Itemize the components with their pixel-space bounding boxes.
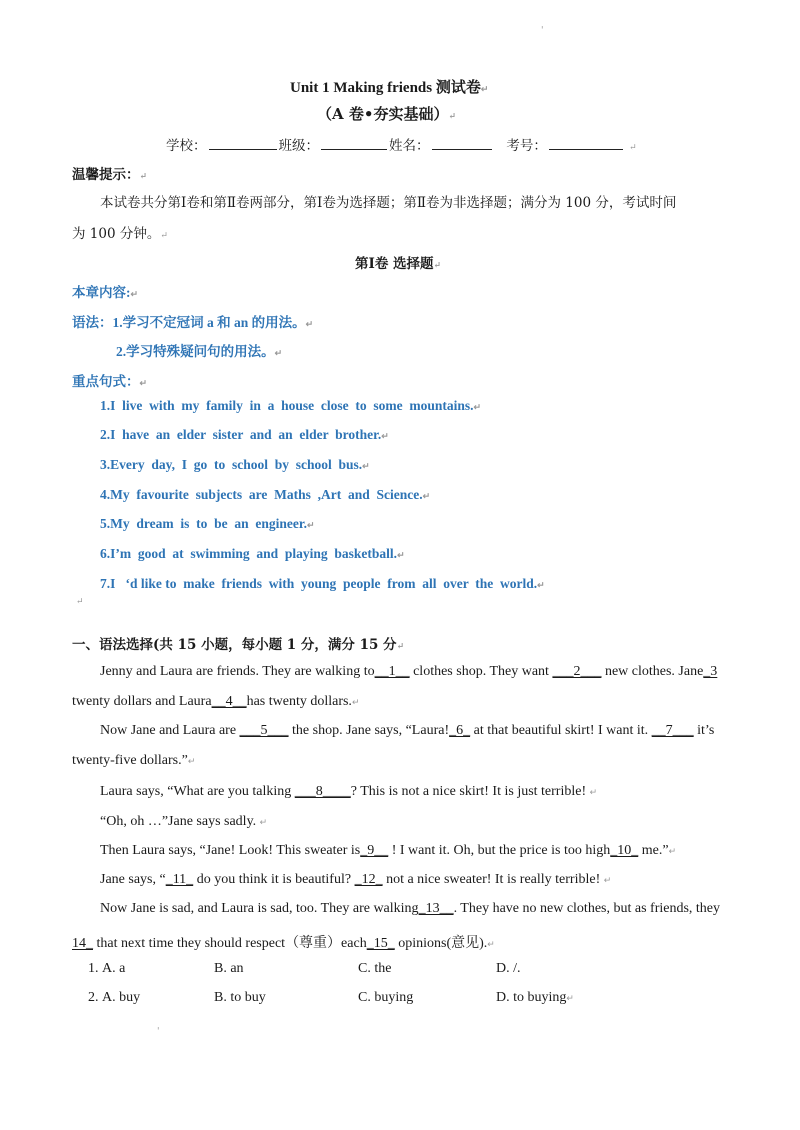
- para-mark: ↵: [668, 846, 677, 856]
- class-blank[interactable]: [321, 135, 387, 150]
- passage-text: “Oh, oh …”Jane says sadly.: [100, 814, 257, 829]
- blank-1[interactable]: __1__: [374, 664, 410, 679]
- passage-text: it’s: [693, 723, 715, 738]
- name-label: 姓名：: [389, 138, 430, 154]
- para-mark: ↵: [603, 875, 612, 885]
- passage-text: twenty-five dollars.”: [72, 753, 188, 768]
- section-heading: [355, 252, 441, 272]
- tips-heading: [72, 163, 147, 183]
- option-b[interactable]: B. an: [214, 961, 244, 976]
- passage-text: not a nice sweater! It is really terrible!: [382, 872, 601, 887]
- empty-para-mark: ↵: [76, 597, 84, 607]
- option-c[interactable]: C. buying: [358, 990, 414, 1005]
- grammar-item-2-text: 2.学习特殊疑问句的用法。: [116, 344, 275, 359]
- part1-heading-text: 一、语法选择(共 15 小题，每小题 1 分，满分 15 分: [72, 637, 397, 653]
- passage-text: has twenty dollars.: [246, 694, 352, 709]
- para-mark: ↵: [160, 231, 168, 241]
- para-mark: ↵: [397, 550, 405, 560]
- bottom-mark: ': [157, 1027, 160, 1037]
- blank-12[interactable]: _12_: [354, 872, 383, 887]
- grammar-item-1-text: 语法：1.学习不定冠词 a 和 an 的用法。: [72, 315, 306, 330]
- para-mark: ↵: [274, 348, 283, 358]
- grammar-item-2: [116, 340, 282, 360]
- passage-text: do you think it is beautiful?: [193, 872, 355, 887]
- key-sentence: [100, 398, 481, 414]
- page-title-text: Unit 1 Making friends 测试卷: [290, 80, 481, 96]
- key-sentences-heading: [72, 370, 147, 390]
- passage-text: me.”: [638, 843, 669, 858]
- tips-line-2: [72, 222, 168, 242]
- blank-8[interactable]: ___8____: [294, 784, 351, 799]
- para-mark: ↵: [629, 143, 637, 153]
- blank-4[interactable]: __4__: [211, 694, 247, 709]
- para-mark: ↵: [187, 756, 196, 766]
- para-mark: ↵: [362, 461, 370, 471]
- passage-text: Laura says, “What are you talking: [100, 784, 295, 799]
- passage-text: Then Laura says, “Jane! Look! This sweater is: [100, 843, 361, 858]
- para-mark: ↵: [307, 520, 315, 530]
- tips-line-2-text: 为 100 分钟。: [72, 226, 161, 242]
- passage-text: . They have no new clothes, but as friends, they: [453, 901, 721, 916]
- para-mark: ↵: [259, 817, 268, 827]
- school-label: 学校：: [166, 138, 207, 154]
- option-a[interactable]: A. buy: [102, 990, 141, 1005]
- passage-text: at that beautiful skirt! I want it.: [470, 723, 652, 738]
- key-sentence-text: 6.I’m good at swimming and playing basketball.: [100, 546, 398, 561]
- para-mark: ↵: [305, 319, 314, 329]
- blank-14[interactable]: 14_: [72, 936, 93, 951]
- blank-2[interactable]: ___2___: [552, 664, 602, 679]
- part1-heading: [72, 633, 404, 653]
- blank-5[interactable]: ___5___: [239, 723, 289, 738]
- key-sentence: [100, 516, 315, 532]
- page-subtitle-text: （A 卷•夯实基础）: [317, 105, 449, 123]
- blank-11[interactable]: _11_: [165, 872, 194, 887]
- info-fields: [166, 134, 637, 154]
- passage-line: [100, 664, 717, 680]
- key-sentence-text: 3.Every day, I go to school by school bus.: [100, 457, 363, 472]
- passage-text: twenty dollars and Laura: [72, 694, 212, 709]
- blank-15[interactable]: _15_: [366, 936, 395, 951]
- passage-line: [72, 753, 195, 769]
- passage-line: [100, 723, 714, 739]
- key-sentence: [100, 427, 389, 443]
- passage-text: ! I want it. Oh, but the price is too high: [388, 843, 611, 858]
- key-sentence: [100, 576, 545, 592]
- key-sentence-text: 1.I live with my family in a house close to some mountains.: [100, 398, 474, 413]
- option-c[interactable]: C. the: [358, 961, 392, 976]
- passage-line: [72, 932, 495, 952]
- passage-text: the shop. Jane says, “Laura!: [288, 723, 450, 738]
- blank-13[interactable]: _13__: [418, 901, 454, 916]
- question-number: 1.: [88, 961, 99, 976]
- passage-line: [100, 843, 676, 859]
- blank-7[interactable]: __7___: [651, 723, 694, 738]
- para-mark: ↵: [130, 289, 139, 299]
- passage-text: clothes shop. They want: [409, 664, 553, 679]
- tips-heading-text: 温馨提示：: [72, 167, 140, 183]
- page-title: [290, 76, 488, 97]
- para-mark: ↵: [139, 378, 148, 388]
- class-label: 班级：: [278, 138, 319, 154]
- blank-10[interactable]: _10_: [610, 843, 639, 858]
- exam-no-blank[interactable]: [549, 135, 623, 150]
- key-sentence: [100, 546, 405, 562]
- section-heading-text: 第Ⅰ卷 选择题: [355, 256, 434, 272]
- passage-text: that next time they should respect（尊重）each: [93, 936, 367, 951]
- passage-line: [100, 872, 611, 888]
- page-subtitle: [317, 103, 456, 124]
- option-d[interactable]: D. /.: [496, 961, 521, 976]
- para-mark: ↵: [566, 993, 574, 1003]
- key-sentence-text: 7.I ‘d like to make friends with young people from all over the world.: [100, 576, 538, 591]
- para-mark: ↵: [396, 642, 405, 652]
- tips-line-1: 本试卷共分第Ⅰ卷和第Ⅱ卷两部分，第Ⅰ卷为选择题；第Ⅱ卷为非选择题；满分为 100 分，考试时间: [100, 195, 677, 211]
- passage-line: [100, 784, 597, 800]
- name-blank[interactable]: [432, 135, 492, 150]
- para-mark: ↵: [487, 939, 495, 949]
- para-mark: ↵: [422, 491, 431, 501]
- passage-line: [72, 694, 359, 710]
- grammar-item-1: [72, 311, 313, 331]
- para-mark: ↵: [433, 261, 442, 271]
- passage-text: new clothes. Jane: [601, 664, 704, 679]
- top-mark: ': [541, 26, 544, 36]
- para-mark: ↵: [480, 84, 489, 94]
- key-sentence: [100, 457, 370, 473]
- passage-text: Jane says, “: [100, 872, 166, 887]
- exam-no-label: 考号：: [506, 138, 547, 154]
- key-sentences-heading-text: 重点句式：: [72, 374, 140, 389]
- passage-text: ? This is not a nice skirt! It is just terrible!: [350, 784, 587, 799]
- blank-6[interactable]: _6_: [449, 723, 471, 738]
- passage-text: Now Jane is sad, and Laura is sad, too. They are walking: [100, 901, 419, 916]
- key-sentence-text: 4.My favourite subjects are Maths ,Art and Science.: [100, 487, 423, 502]
- option-d-text: D. to buying: [496, 990, 567, 1005]
- blank-3[interactable]: _3: [703, 664, 718, 679]
- para-mark: ↵: [589, 787, 598, 797]
- para-mark: ↵: [448, 112, 456, 122]
- chapter-heading: [72, 281, 138, 301]
- passage-text: opinions(意见).: [394, 936, 488, 951]
- key-sentence-text: 2.I have an elder sister and an elder brother.: [100, 427, 382, 442]
- key-sentence-text: 5.My dream is to be an engineer.: [100, 516, 307, 531]
- passage-text: Jenny and Laura are friends. They are walking to: [100, 664, 375, 679]
- passage-line: [100, 901, 720, 917]
- passage-text: Now Jane and Laura are: [100, 723, 240, 738]
- para-mark: ↵: [473, 402, 482, 412]
- school-blank[interactable]: [209, 135, 277, 150]
- para-mark: ↵: [537, 580, 545, 590]
- chapter-heading-text: 本章内容:: [72, 285, 131, 300]
- option-d[interactable]: [496, 990, 574, 1006]
- option-b[interactable]: B. to buy: [214, 990, 266, 1005]
- blank-9[interactable]: _9__: [360, 843, 389, 858]
- key-sentence: [100, 487, 430, 503]
- question-number: 2.: [88, 990, 99, 1005]
- para-mark: ↵: [351, 697, 360, 707]
- option-a[interactable]: A. a: [102, 961, 126, 976]
- passage-line: [100, 814, 267, 830]
- para-mark: ↵: [381, 431, 389, 441]
- para-mark: ↵: [139, 172, 148, 182]
